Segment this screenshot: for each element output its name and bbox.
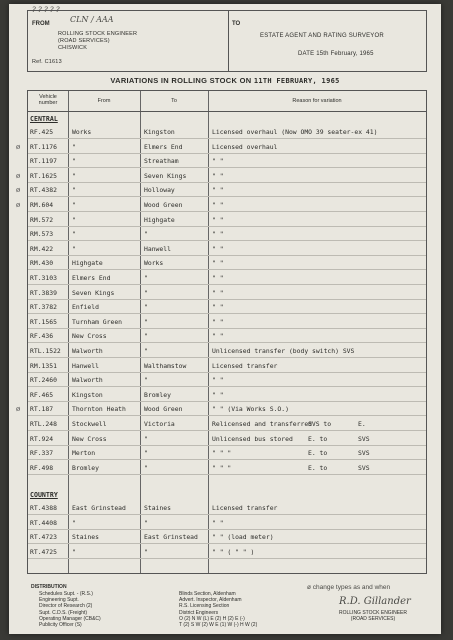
- transfer-to-code: SVS: [358, 463, 370, 472]
- vehicle-number: RTL.1522: [30, 347, 61, 355]
- reason: " " ( " " ): [212, 547, 255, 556]
- vehicle-number: RT.1176: [30, 142, 57, 151]
- table-row: [16, 140, 426, 154]
- from-depot: Stockwell: [72, 420, 107, 428]
- table-row: [28, 359, 426, 373]
- to-depot: ": [144, 274, 148, 282]
- to-depot: ": [144, 449, 148, 458]
- to-depot: Highgate: [144, 215, 175, 224]
- reason: " ": [212, 157, 224, 166]
- vehicle-number: RM.604: [30, 201, 54, 209]
- from-depot: Walworth: [72, 347, 103, 355]
- vehicle-number: RT.1565: [30, 317, 57, 326]
- transfer-from-code: E. to: [308, 449, 328, 458]
- table-row: [28, 227, 426, 241]
- from-depot: ": [72, 547, 76, 556]
- to-depot: Staines: [144, 504, 171, 512]
- to-depot: ": [144, 303, 148, 312]
- to-depot: Victoria: [144, 420, 175, 428]
- reason: Unlicensed bus stored: [212, 434, 293, 443]
- from-label: FROM: [32, 21, 50, 27]
- reason: Unlicensed transfer (body switch) SVS: [212, 347, 355, 355]
- table-row: [28, 432, 426, 446]
- from-depot: ": [72, 244, 76, 253]
- reason: " ": [212, 390, 224, 399]
- col-header-reason: Reason for variation: [292, 98, 342, 104]
- to-depot: ": [144, 317, 148, 326]
- from-line-2: (ROAD SERVICES): [58, 38, 110, 44]
- from-depot: Staines: [72, 533, 99, 542]
- vehicle-number: RT.1197: [30, 157, 57, 166]
- header-date: DATE 15th February, 1965: [298, 51, 374, 57]
- change-mark: ø: [16, 142, 21, 151]
- pencil-note: CLN / AAA: [70, 15, 114, 24]
- to-depot: Wood Green: [144, 405, 183, 414]
- from-depot: New Cross: [72, 434, 107, 443]
- title-text: VARIATIONS IN ROLLING STOCK ON: [110, 76, 252, 85]
- to-depot: Kingston: [144, 128, 175, 136]
- table-row: [28, 213, 426, 227]
- change-mark: ø: [16, 405, 21, 414]
- vehicle-number: RM.573: [30, 230, 54, 239]
- to-depot: East Grinstead: [144, 533, 198, 542]
- reason: " ": [212, 317, 224, 326]
- transfer-from-code: E. to: [308, 463, 328, 472]
- pencil-scribble: ? ? ? ? ?: [32, 6, 60, 14]
- to-depot: Hanwell: [144, 244, 171, 253]
- col-header-to: To: [171, 98, 177, 104]
- from-depot: New Cross: [72, 332, 107, 341]
- vehicle-number: RT.4408: [30, 518, 57, 527]
- signoff: ROLLING STOCK ENGINEER (ROAD SERVICES): [339, 610, 407, 623]
- col-header-vehicle: Vehicle number: [38, 94, 58, 106]
- table-row: [28, 329, 426, 343]
- transfer-to-code: SVS: [358, 434, 370, 443]
- to-depot: ": [144, 463, 148, 472]
- table-row: [28, 286, 426, 300]
- from-depot: ": [72, 518, 76, 527]
- reason: " ": [212, 303, 224, 312]
- from-depot: Enfield: [72, 303, 99, 312]
- to-depot: Elmers End: [144, 142, 183, 151]
- table-row: [28, 256, 426, 270]
- from-depot: ": [72, 186, 76, 195]
- title-date: 11TH FEBRUARY, 1965: [253, 77, 340, 85]
- vehicle-number: RM.572: [30, 215, 54, 224]
- from-depot: ": [72, 157, 76, 166]
- vehicle-number: RT.187: [30, 405, 54, 414]
- vehicle-number: RT.4388: [30, 504, 57, 512]
- table-row: [28, 516, 426, 530]
- vehicle-number: RM.422: [30, 244, 54, 253]
- vehicle-number: RT.3839: [30, 288, 57, 297]
- to-depot: ": [144, 230, 148, 239]
- from-depot: Hanwell: [72, 361, 99, 370]
- to-depot: Walthamstow: [144, 361, 187, 370]
- vehicle-number: RT.3103: [30, 274, 57, 282]
- change-mark: ø: [16, 201, 21, 209]
- to-depot: ": [144, 332, 148, 341]
- from-depot: Works: [72, 128, 92, 136]
- table-row: [28, 125, 426, 139]
- from-depot: Elmers End: [72, 274, 111, 282]
- vehicle-number: RF.498: [30, 463, 54, 472]
- from-depot: Kingston: [72, 390, 103, 399]
- vehicle-number: RT.4723: [30, 533, 57, 542]
- from-line-1: ROLLING STOCK ENGINEER: [58, 31, 138, 37]
- reason: " ": [212, 376, 224, 385]
- reason: " ": [212, 518, 224, 527]
- variations-table: [16, 90, 427, 574]
- table-row: [16, 198, 426, 212]
- to-depot: Wood Green: [144, 201, 183, 209]
- from-depot: Turnham Green: [72, 317, 123, 326]
- vehicle-number: RTL.248: [30, 420, 57, 428]
- reason: " ": [212, 230, 224, 239]
- from-depot: Highgate: [72, 259, 103, 268]
- table-row: [28, 315, 426, 329]
- section-central: CENTRAL: [30, 115, 58, 123]
- table-row: [28, 417, 426, 431]
- to-depot: Bromley: [144, 390, 171, 399]
- to-depot: ": [144, 288, 148, 297]
- reason: " " ": [212, 449, 232, 458]
- distribution-title: DISTRIBUTION: [31, 584, 67, 590]
- reference: Ref. C1613: [32, 59, 62, 65]
- from-depot: Merton: [72, 449, 96, 458]
- vehicle-number: RT.2460: [30, 376, 57, 385]
- to-label: TO: [232, 21, 241, 27]
- change-types-note: ø change types as and when: [307, 584, 391, 591]
- reason: " " ": [212, 463, 232, 472]
- table-row: [28, 501, 426, 515]
- transfer-from-code: E. to: [308, 434, 328, 443]
- vehicle-number: RT.924: [30, 434, 54, 443]
- vehicle-number: RT.1625: [30, 171, 57, 180]
- reason: " ": [212, 215, 224, 224]
- table-row: [28, 461, 426, 475]
- table-row: [28, 388, 426, 402]
- table-row: [16, 183, 426, 197]
- vehicle-number: RT.4725: [30, 547, 57, 556]
- to-depot: Streatham: [144, 157, 179, 166]
- header-divider: [228, 11, 229, 71]
- reason: " " (Via Works S.O.): [212, 405, 289, 414]
- from-depot: ": [72, 201, 76, 209]
- col-header-from: From: [97, 98, 111, 104]
- from-depot: ": [72, 142, 76, 151]
- reason: Licensed overhaul (Now OMO 39 seater-ex 41): [212, 128, 378, 136]
- vehicle-number: RT.4382: [30, 186, 57, 195]
- vehicle-number: RT.3782: [30, 303, 57, 312]
- vehicle-number: RF.465: [30, 390, 54, 399]
- transfer-to-code: E.: [358, 420, 366, 428]
- header-box: [27, 6, 427, 72]
- table-row: [28, 446, 426, 460]
- document-sheet: [9, 4, 441, 634]
- to-depot: ": [144, 547, 148, 556]
- reason: Licensed transfer: [212, 361, 278, 370]
- reason: " ": [212, 332, 224, 341]
- to-depot: Holloway: [144, 186, 175, 195]
- to-depot: ": [144, 434, 148, 443]
- transfer-to-code: SVS: [358, 449, 370, 458]
- table-row: [28, 545, 426, 559]
- table-row: [28, 300, 426, 314]
- reason: Licensed transfer: [212, 504, 278, 512]
- table-row: [28, 154, 426, 168]
- reason: " ": [212, 171, 224, 180]
- header-rule: [28, 111, 426, 112]
- reason: " " (load meter): [212, 533, 274, 542]
- vehicle-number: RF.337: [30, 449, 54, 458]
- reason: Licensed overhaul: [212, 142, 278, 151]
- table-row: [28, 373, 426, 387]
- from-depot: ": [72, 171, 76, 180]
- reason: " ": [212, 274, 224, 282]
- reason: " ": [212, 201, 224, 209]
- from-line-3: CHISWICK: [58, 45, 88, 51]
- table-row: [28, 242, 426, 256]
- to-depot: ": [144, 376, 148, 385]
- table-row: [28, 530, 426, 544]
- reason: " ": [212, 186, 224, 195]
- to-depot: Seven Kings: [144, 171, 187, 180]
- from-depot: Walworth: [72, 376, 103, 385]
- distribution-list-mid: Blinds Section, Aldenham Advert. Inspector, Aldenham R.S. Licensing Section District Engineers O (2) N W (L) E (2) H (2) E (-) T (2) S W (2) W E (1) W (-) H W (2): [179, 591, 258, 629]
- table-row: [16, 169, 426, 183]
- vehicle-number: RM.1351: [30, 361, 57, 370]
- reason: " ": [212, 259, 224, 268]
- from-depot: ": [72, 215, 76, 224]
- from-depot: ": [72, 230, 76, 239]
- vehicle-number: RF.425: [30, 128, 54, 136]
- from-depot: Seven Kings: [72, 288, 115, 297]
- reason: " ": [212, 288, 224, 297]
- section-country: COUNTRY: [30, 491, 58, 499]
- from-depot: East Grinstead: [72, 504, 126, 512]
- reason: Relicensed and transferred: [212, 420, 313, 428]
- from-depot: Thornton Heath: [72, 405, 126, 414]
- distribution-list-left: Schedules Supt. - (R.S.) Engineering Supt. Director of Research (2) Supt. C.D.S. (Freight) Operating Manager (CB&C) Publicity Officer (S): [39, 591, 101, 629]
- reason: " ": [212, 244, 224, 253]
- to-depot: Works: [144, 259, 164, 268]
- table-row: [28, 271, 426, 285]
- vehicle-number: RM.430: [30, 259, 54, 268]
- table-row: [28, 344, 426, 358]
- to-title: ESTATE AGENT AND RATING SURVEYOR: [260, 33, 384, 39]
- change-mark: ø: [16, 171, 21, 180]
- signature: R.D. Gillander: [339, 596, 411, 607]
- from-depot: Bromley: [72, 463, 99, 472]
- transfer-from-code: SVS to: [308, 420, 332, 428]
- table-row: [16, 402, 426, 416]
- vehicle-number: RF.436: [30, 332, 54, 341]
- page-title: [9, 76, 441, 85]
- to-depot: ": [144, 518, 148, 527]
- change-mark: ø: [16, 186, 21, 195]
- to-depot: ": [144, 347, 148, 355]
